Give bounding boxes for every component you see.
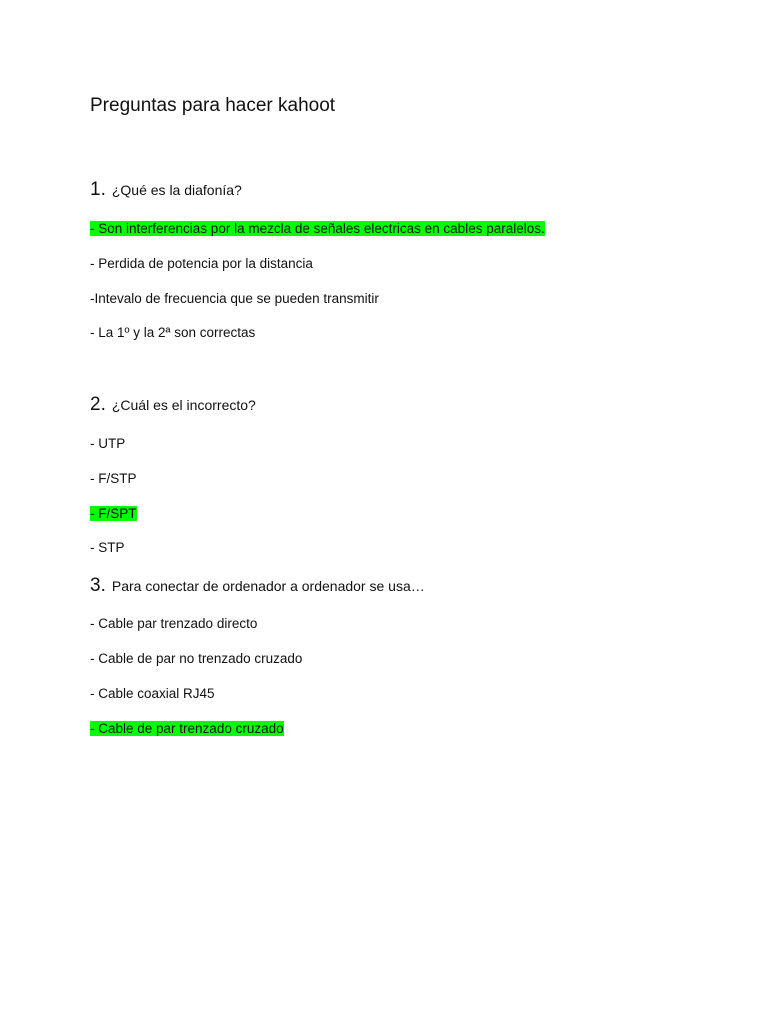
question-3-number: 3. (90, 575, 106, 596)
question-1-option-4-text: - La 1º y la 2ª son correctas (90, 325, 256, 340)
question-2-text: ¿Cuál es el incorrecto? (111, 397, 256, 413)
question-1 (90, 180, 242, 200)
question-3-option-2-text: - Cable de par no trenzado cruzado (90, 651, 303, 666)
question-1-number: 1. (90, 179, 106, 200)
question-1-option-3 (90, 289, 379, 308)
question-3-option-2 (90, 649, 302, 668)
question-3-option-3 (90, 684, 215, 703)
question-2-option-1 (90, 434, 125, 453)
question-2-option-3-text: - F/SPT (90, 506, 137, 521)
question-1-option-4 (90, 323, 255, 342)
question-3-option-3-text: - Cable coaxial RJ45 (90, 686, 215, 701)
question-2-option-3 (90, 504, 137, 523)
question-3-option-1 (90, 614, 257, 633)
question-2-option-2-text: - F/STP (90, 471, 137, 486)
question-2-option-2 (90, 469, 137, 488)
question-1-option-2-text: - Perdida de potencia por la distancia (90, 256, 313, 271)
document-page (90, 0, 710, 1024)
document-title: Preguntas para hacer kahoot (90, 95, 336, 116)
question-3-option-4 (90, 719, 284, 738)
question-3-option-1-text: - Cable par trenzado directo (90, 616, 258, 631)
question-2 (90, 395, 256, 415)
question-2-number: 2. (90, 394, 106, 415)
question-2-option-1-text: - UTP (90, 436, 126, 451)
question-1-text: ¿Qué es la diafonía? (111, 182, 242, 198)
question-3-option-4-text: - Cable de par trenzado cruzado (90, 721, 284, 736)
question-1-option-3-text: -Intevalo de frecuencia que se pueden transmitir (90, 291, 379, 306)
question-1-option-1 (90, 219, 545, 238)
question-3 (90, 576, 425, 596)
question-1-option-2 (90, 254, 313, 273)
question-1-option-1-text: - Son interferencias por la mezcla de señales electricas en cables paralelos. (90, 221, 545, 236)
question-3-text: Para conectar de ordenador a ordenador se usa… (111, 578, 425, 594)
question-2-option-4-text: - STP (90, 540, 125, 555)
question-2-option-4 (90, 538, 125, 557)
